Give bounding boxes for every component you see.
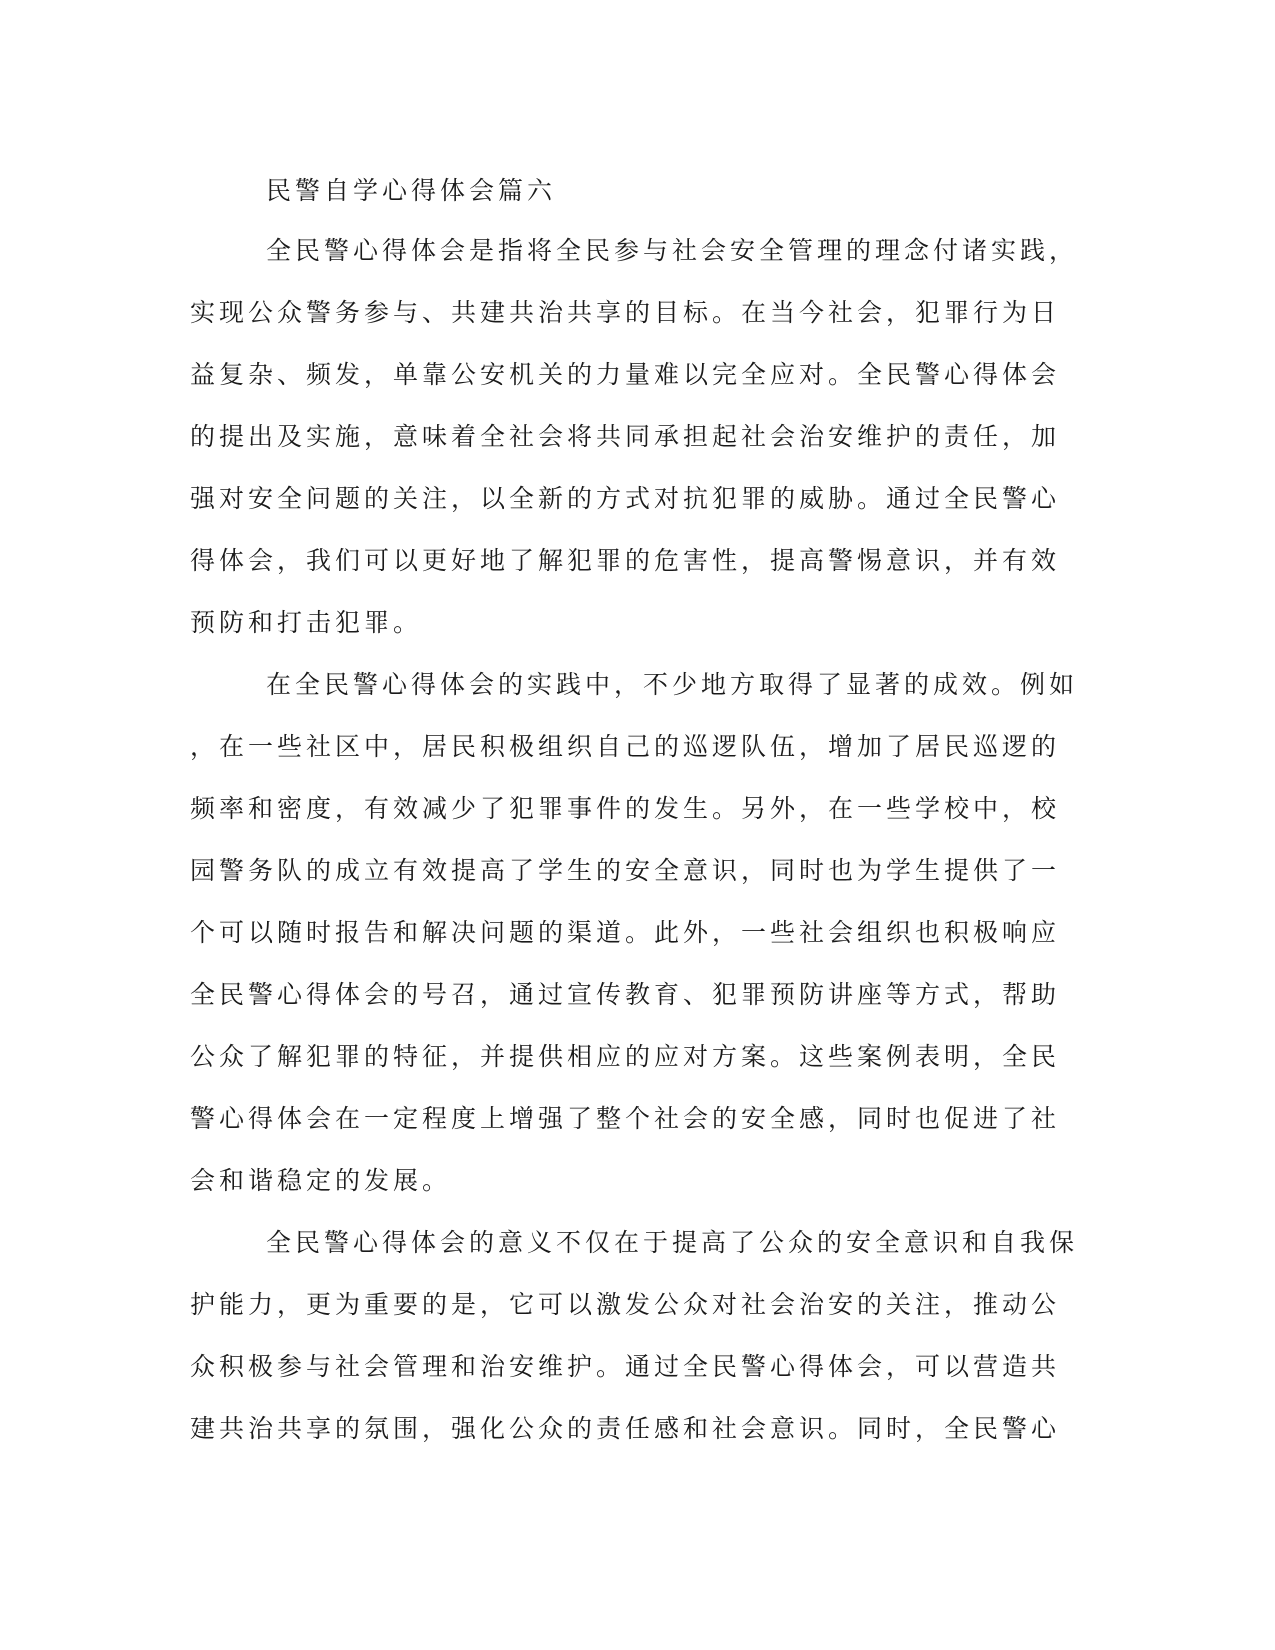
document-body (190, 171, 1090, 1471)
paragraph-line: 众积极参与社会管理和治安维护。通过全民警心得体会，可以营造共 (190, 1352, 1061, 1381)
paragraph-line: 在全民警心得体会的实践中，不少地方取得了显著的成效。例如 (266, 670, 1079, 699)
paragraph-line: 护能力，更为重要的是，它可以激发公众对社会治安的关注，推动公 (190, 1290, 1061, 1319)
paragraph-line: 全民警心得体会的号召，通过宣传教育、犯罪预防讲座等方式，帮助 (190, 980, 1061, 1009)
paragraph-1 (190, 211, 1090, 665)
paragraph-line: 公众了解犯罪的特征，并提供相应的应对方案。这些案例表明，全民 (190, 1042, 1061, 1071)
paragraph-line: 警心得体会在一定程度上增强了整个社会的安全感，同时也促进了社 (190, 1104, 1061, 1133)
paragraph-line: 预防和打击犯罪。 (190, 608, 423, 637)
paragraph-line: 会和谐稳定的发展。 (190, 1166, 452, 1195)
paragraph-line: 得体会，我们可以更好地了解犯罪的危害性，提高警惕意识，并有效 (190, 546, 1061, 575)
paragraph-line: 益复杂、频发，单靠公安机关的力量难以完全应对。全民警心得体会 (190, 360, 1061, 389)
paragraph-line: 全民警心得体会是指将全民参与社会安全管理的理念付诸实践， (266, 236, 1079, 265)
paragraph-line: 强对安全问题的关注，以全新的方式对抗犯罪的威胁。通过全民警心 (190, 484, 1061, 513)
paragraph-line: 全民警心得体会的意义不仅在于提高了公众的安全意识和自我保 (266, 1228, 1079, 1257)
paragraph-line: 实现公众警务参与、共建共治共享的目标。在当今社会，犯罪行为日 (190, 298, 1061, 327)
paragraph-line: 个可以随时报告和解决问题的渠道。此外，一些社会组织也积极响应 (190, 918, 1061, 947)
paragraph-line: 频率和密度，有效减少了犯罪事件的发生。另外，在一些学校中，校 (190, 794, 1061, 823)
paragraph-2 (190, 665, 1090, 1223)
document-title: 民警自学心得体会篇六 (266, 176, 557, 205)
paragraph-line: 的提出及实施，意味着全社会将共同承担起社会治安维护的责任，加 (190, 422, 1061, 451)
paragraph-line: ，在一些社区中，居民积极组织自己的巡逻队伍，增加了居民巡逻的 (190, 732, 1061, 761)
paragraph-line: 建共治共享的氛围，强化公众的责任感和社会意识。同时，全民警心 (190, 1414, 1061, 1443)
paragraph-line: 园警务队的成立有效提高了学生的安全意识，同时也为学生提供了一 (190, 856, 1061, 885)
paragraph-3 (190, 1223, 1090, 1471)
